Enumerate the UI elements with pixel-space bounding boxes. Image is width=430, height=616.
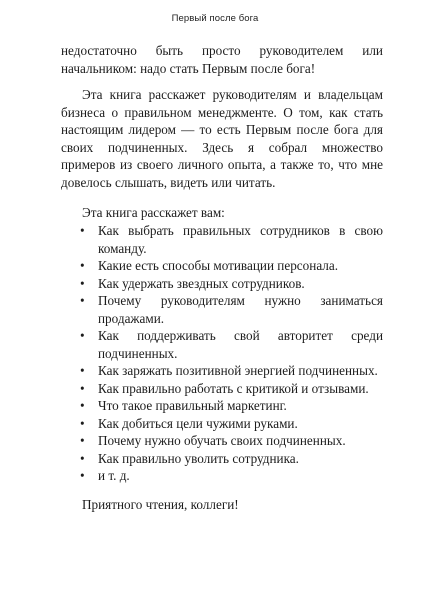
closing-line: Приятного чтения, коллеги! bbox=[82, 497, 239, 512]
list-item bbox=[78, 380, 383, 398]
bullet-icon: • bbox=[80, 363, 85, 378]
list-item bbox=[78, 327, 383, 362]
bullet-list bbox=[78, 222, 383, 485]
bullet-icon: • bbox=[80, 328, 85, 343]
list-item bbox=[78, 450, 383, 468]
bullet-icon: • bbox=[80, 450, 85, 466]
paragraph-main: Эта книга расскажет руководителям и владельцам бизнеса о правильном менеджменте. О том, как стать настоящим лидером — то есть Первым после бога для своих подчиненных. Здесь я собрал множество примеров из своего личного опыта, а также то, что мне довелось слышать, видеть или читать. bbox=[61, 87, 383, 190]
bullet-icon: • bbox=[80, 223, 85, 238]
list-item-text: Как правильно уволить сотрудника. bbox=[98, 450, 299, 466]
list-item bbox=[78, 397, 383, 415]
list-item-text: Как добиться цели чужими руками. bbox=[98, 415, 298, 431]
bullet-icon: • bbox=[80, 258, 85, 273]
bullet-icon: • bbox=[80, 468, 85, 483]
list-item bbox=[78, 467, 383, 485]
list-item-text: и т. д. bbox=[98, 468, 130, 483]
list-item-text: Как заряжать позитивной энергией подчиненных. bbox=[98, 363, 378, 378]
bullet-icon: • bbox=[80, 293, 85, 308]
running-header: Первый после бога bbox=[171, 13, 259, 24]
list-item bbox=[78, 257, 383, 275]
list-item-text: Как поддерживать свой авторитет среди подчиненных. bbox=[98, 328, 383, 361]
list-item bbox=[78, 362, 383, 380]
bullet-icon: • bbox=[80, 398, 85, 413]
list-item-text: Какие есть способы мотивации персонала. bbox=[98, 258, 339, 273]
list-item bbox=[78, 275, 383, 293]
list-item bbox=[78, 432, 383, 450]
list-item-text: Как выбрать правильных сотрудников в свою команду. bbox=[98, 223, 383, 256]
paragraph-continued: недостаточно быть просто руководителем или начальником: надо стать Первым после бога! bbox=[61, 43, 383, 76]
bullet-icon: • bbox=[80, 433, 85, 448]
list-item bbox=[78, 222, 383, 257]
list-item-text: Как правильно работать с критикой и отзывами. bbox=[98, 380, 369, 396]
list-item-text: Как удержать звездных сотрудников. bbox=[98, 275, 305, 291]
bullet-icon: • bbox=[80, 415, 85, 431]
list-item-text: Почему нужно обучать своих подчиненных. bbox=[98, 433, 346, 448]
list-item-text: Почему руководителям нужно заниматься продажами. bbox=[98, 293, 383, 326]
list-item bbox=[78, 415, 383, 433]
bullet-icon: • bbox=[80, 380, 85, 396]
bullet-icon: • bbox=[80, 275, 85, 291]
list-item-text: Что такое правильный маркетинг. bbox=[98, 398, 287, 413]
list-item bbox=[78, 292, 383, 327]
list-intro: Эта книга расскажет вам: bbox=[82, 205, 225, 220]
